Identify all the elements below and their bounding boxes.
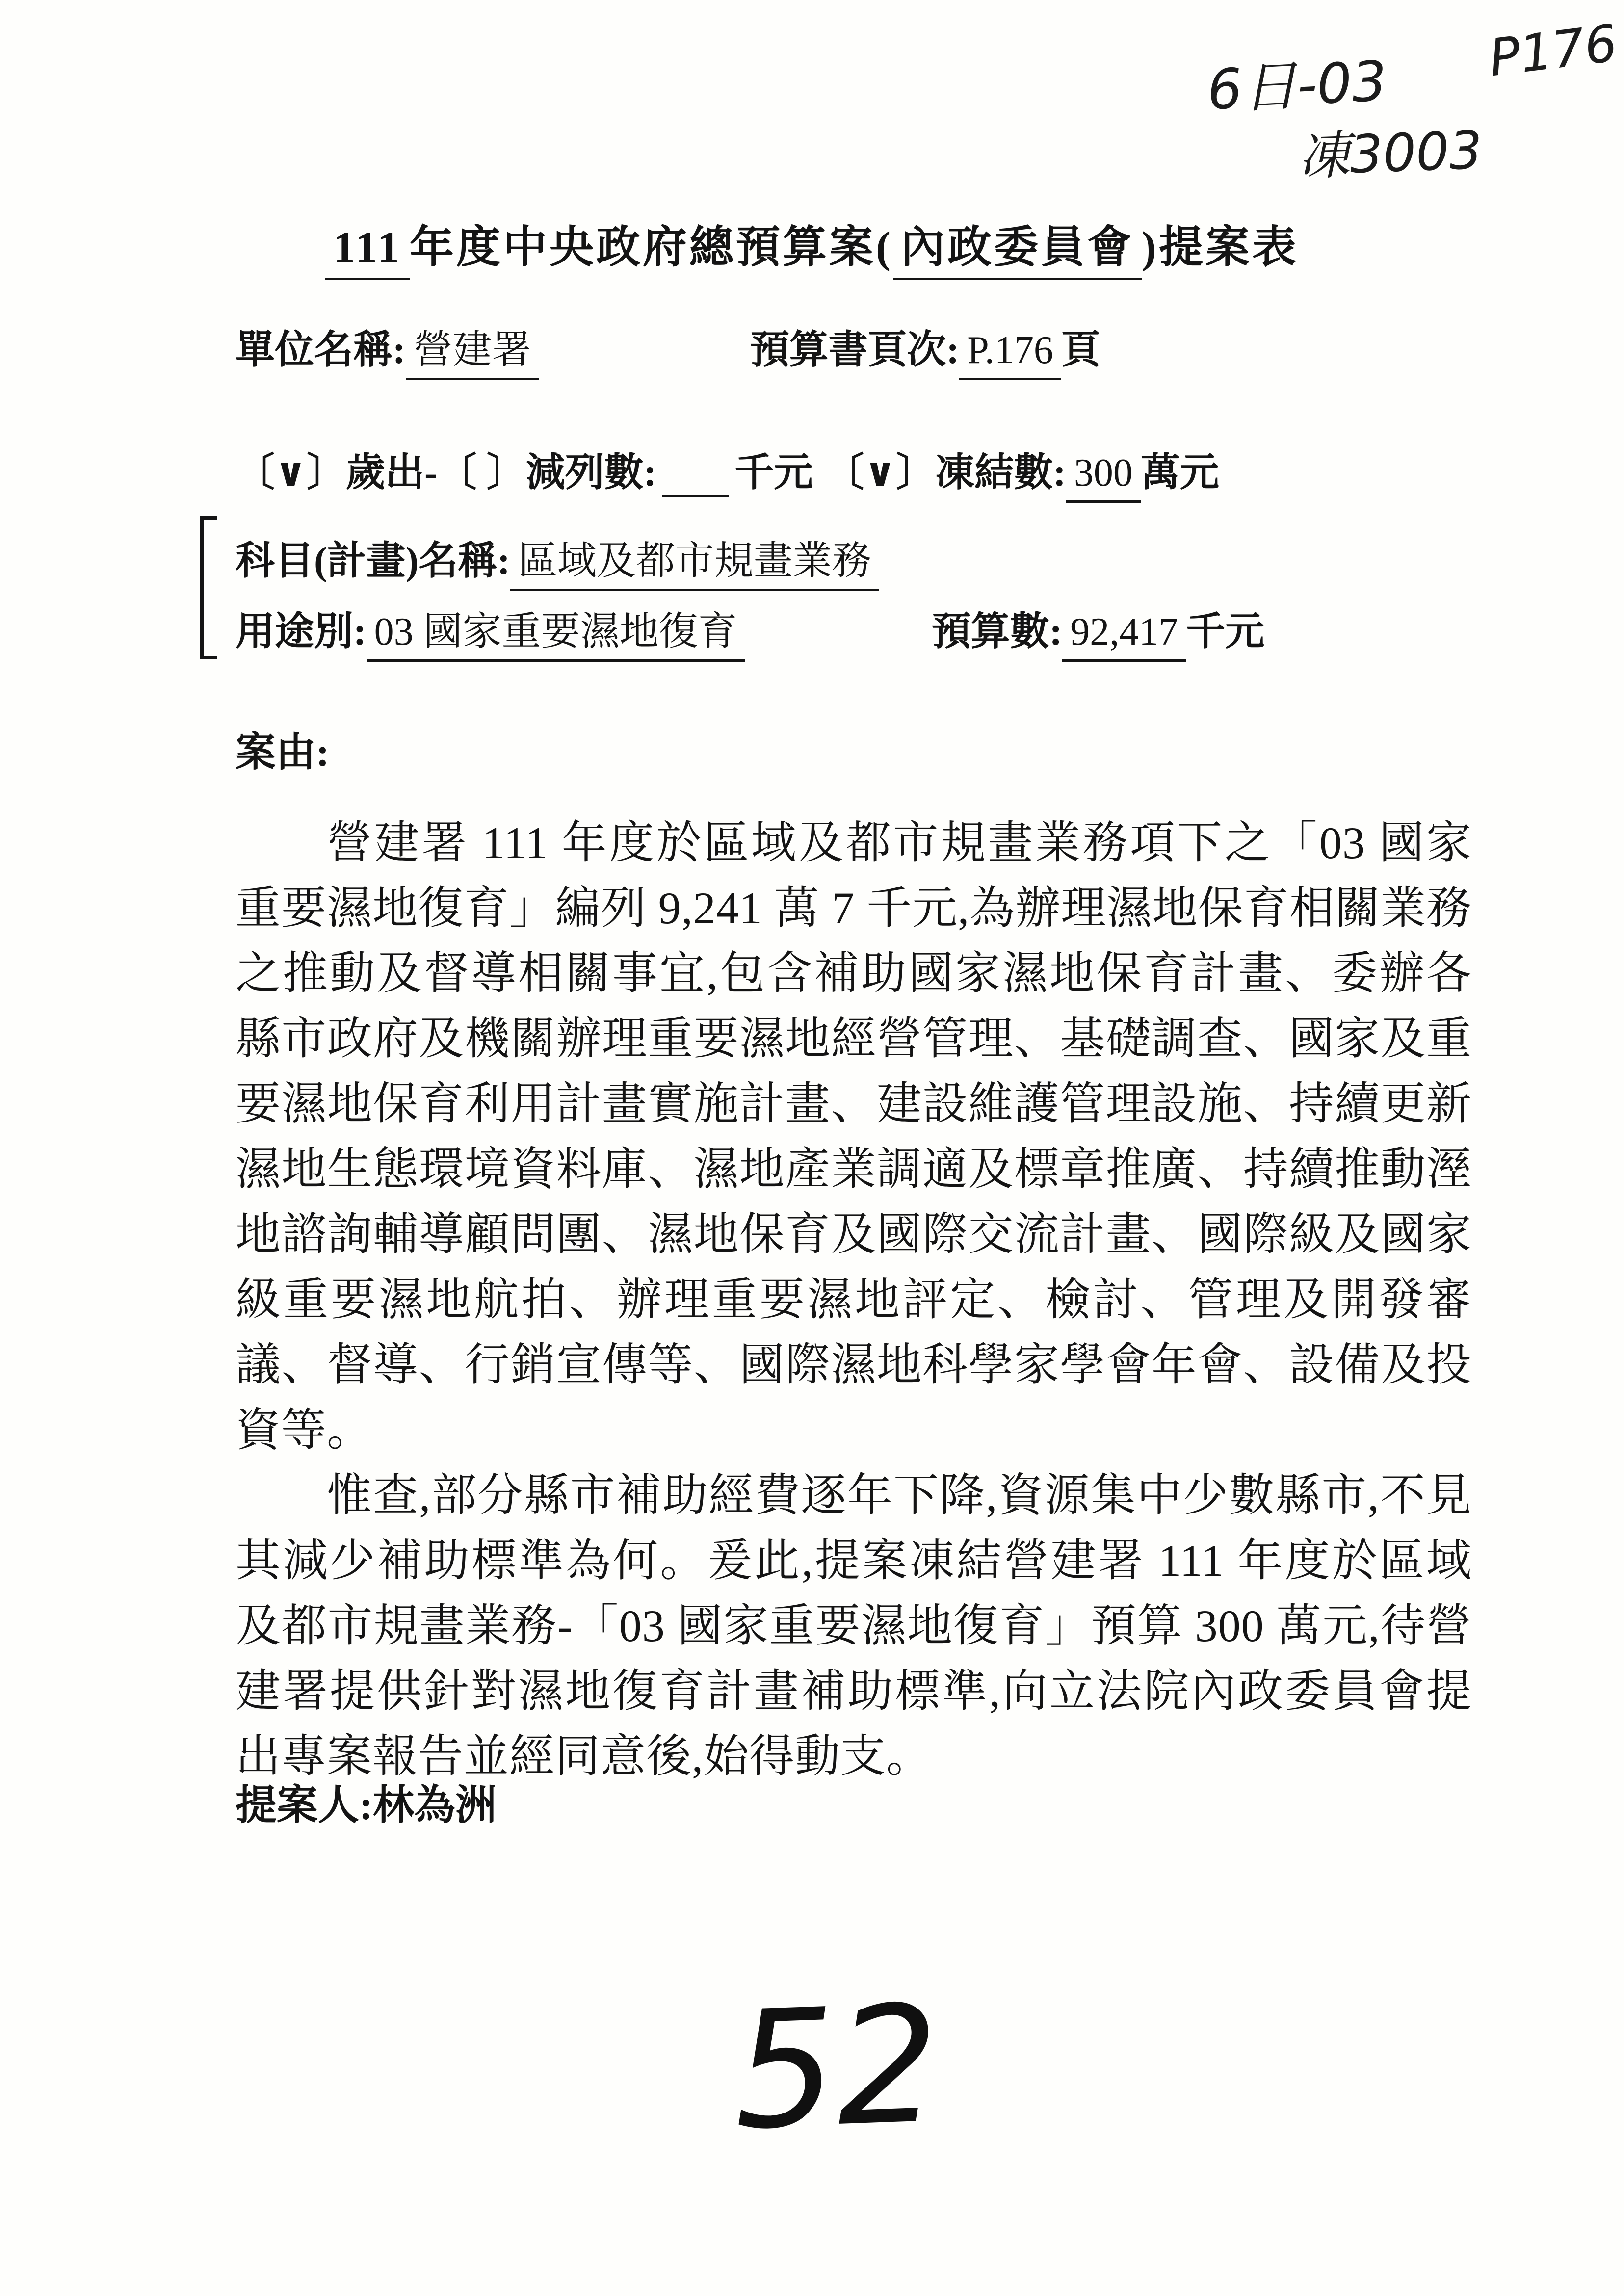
usage-type-value: 03 國家重要濕地復育	[367, 610, 745, 662]
subject-name-label: 科目(計畫)名稱:	[236, 540, 510, 583]
proposer-name: 林為洲	[372, 1783, 497, 1828]
checkbox-freeze: 〔∨〕	[825, 451, 936, 495]
freeze-label: 凍結數:	[935, 451, 1066, 495]
budget-amount-unit: 千元	[1186, 610, 1265, 653]
budget-amount-value: 92,417	[1062, 610, 1186, 662]
subject-name-value: 區域及都市規畫業務	[510, 540, 879, 591]
proposer-label: 提案人:	[236, 1783, 373, 1828]
usage-type-label: 用途別:	[236, 610, 367, 653]
handwritten-page-number: 52	[730, 1970, 943, 2166]
title-year: 111	[325, 223, 410, 280]
case-paragraph-1: 營建署 111 年度於區域及都市規畫業務項下之「03 國家重要濕地復育」編列 9,241 萬 7 千元,為辦理濕地保育相關業務之推動及督導相關事宜,包含補助國家濕地保育計畫、委辦各縣市政府及機關辦理重要濕地經營管理、基礎調查、國家及重要濕地保育利用計畫實施計畫、建設維護管理設施、持續更新濕地生態環境資料庫、濕地產業調適及標章推廣、持續推動溼地諮詢輔導顧問團、濕地保育及國際交流計畫、國際級及國家級重要濕地航拍、辦理重要濕地評定、檢討、管理及開發審議、督導、行銷宣傳等、國際濕地科學家學會年會、設備及投資等。	[236, 818, 1472, 1455]
title-mid: 年度中央政府總預算案(	[410, 223, 893, 272]
checkbox-expenditure: 〔∨〕	[236, 451, 346, 495]
unit-row	[236, 318, 1100, 374]
checkbox-reduce: 〔 〕	[437, 451, 526, 495]
reduce-label: 減列數:	[525, 451, 657, 495]
case-heading: 案由:	[236, 730, 330, 775]
document-title	[0, 211, 1624, 275]
title-committee: 內政委員會	[893, 223, 1142, 280]
check-row	[236, 441, 1219, 497]
subject-bracket	[200, 516, 217, 659]
title-tail: )提案表	[1142, 223, 1299, 272]
budget-amount-label: 預算數:	[931, 610, 1063, 653]
budget-book-page-label: 預算書頁次:	[750, 329, 960, 372]
case-body	[236, 810, 1472, 1789]
case-paragraph-2: 惟查,部分縣市補助經費逐年下降,資源集中少數縣市,不見其減少補助標準為何。爰此,提案凍結營建署 111 年度於區域及都市規畫業務-「03 國家重要濕地復育」預算 300 萬元,待營建署提供針對濕地復育計畫補助標準,向立法院內政委員會提出專案報告並經同意後,始得動支。	[236, 1470, 1472, 1781]
budget-book-page-value: P.176	[959, 329, 1061, 380]
expenditure-label: 歲出-	[345, 451, 438, 495]
subject-row	[236, 529, 879, 585]
reduce-unit: 千元	[734, 451, 813, 495]
handwritten-case-note: 6日-03	[1205, 49, 1388, 123]
proposer-row	[236, 1772, 497, 1831]
unit-name-label: 單位名稱:	[236, 329, 406, 372]
blank-amount-line	[662, 455, 729, 497]
handwritten-freeze-note: 凍3003	[1297, 120, 1484, 187]
usage-row	[236, 600, 1264, 656]
budget-book-page-unit: 頁	[1061, 329, 1100, 372]
handwritten-page-ref: P176	[1486, 13, 1621, 88]
freeze-amount-unit: 萬元	[1140, 451, 1219, 495]
freeze-amount-value: 300	[1066, 451, 1141, 503]
unit-name-value: 營建署	[406, 329, 539, 380]
